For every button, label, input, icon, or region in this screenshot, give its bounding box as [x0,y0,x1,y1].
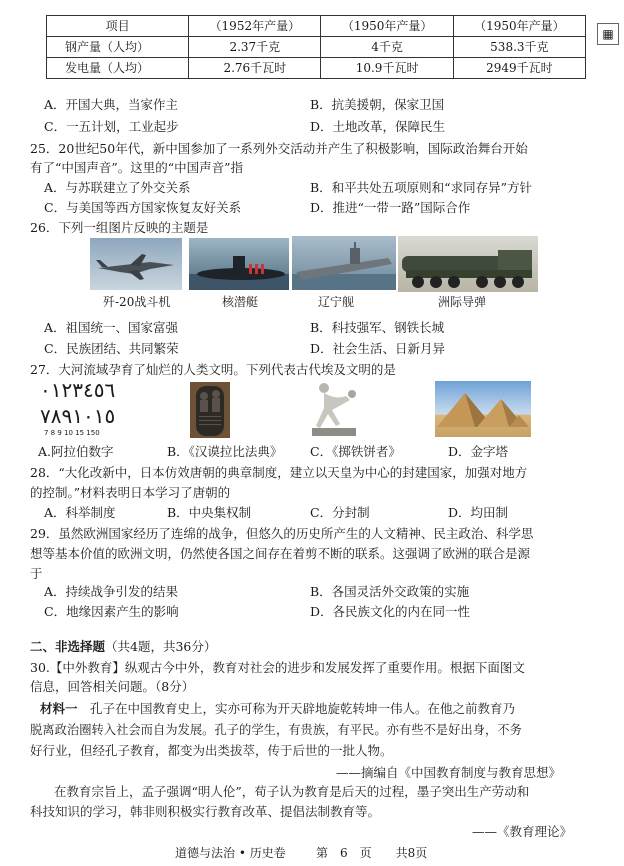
material-1-label: 材料一 [40,701,78,716]
table-header-cell: （1952年产量） [189,16,321,37]
q27-option-c[interactable]: C．《掷铁饼者》 [310,444,401,459]
qr-icon[interactable]: ▦ [597,23,619,45]
material-2-line: 科技知识的学习，韩非则积极实行教育改革、提倡法制教育等。 [30,804,381,819]
caption-carrier: 辽宁舰 [318,295,355,309]
production-table [46,15,586,79]
table-cell: 10.9千瓦时 [321,58,453,79]
caption-icbm: 洲际导弹 [438,295,487,309]
table-row-label: 发电量（人均） [47,58,189,79]
q28-option-a[interactable]: A．科举制度 [44,505,116,520]
fighter-jet-image [90,238,182,290]
q26-option-a[interactable]: A．祖国统一、国家富强 [44,320,179,335]
q25-option-b[interactable]: B．和平共处五项原则和“求同存异”方针 [310,180,532,195]
footer-page-number: 第 6 页 共8页 [316,846,428,860]
discobolus-image [306,378,368,438]
material-1-line [40,703,515,716]
q29-option-d[interactable]: D．各民族文化的内在同一性 [310,604,471,619]
q26-option-b[interactable]: B．科技强军、钢铁长城 [310,320,445,335]
aircraft-carrier-image [292,236,396,290]
pyramids-image [435,381,531,437]
table-row [47,58,586,79]
q26-option-d[interactable]: D．社会生活、日新月异 [310,341,446,356]
table-header-row [47,16,586,37]
arabic-numerals-mid: ٧٨٩١٠١٥ [40,404,116,428]
arabic-numerals-small: 7 8 9 10 15 150 [44,429,100,437]
q28-stem: 28．“大化改新中，日本仿效唐朝的典章制度，建立以天皇为中心的封建国家，加强对地方 [30,465,528,480]
section-heading-title: 二、非选择题 [30,639,106,654]
q28-stem: 的控制。”材料表明日本学习了唐朝的 [30,485,231,500]
q25-option-a[interactable]: A．与苏联建立了外交关系 [44,180,191,195]
table-cell: 4千克 [321,37,453,58]
icbm-image [398,236,538,292]
material-1-line: 好行业，但经孔子教育，都变为出类拔萃，传于后世的一批人物。 [30,743,393,758]
q29-stem: 29．虽然欧洲国家经历了连绵的战争，但悠久的历史所产生的人文精神、民主政治、科学思 [30,526,534,541]
table-cell: 2.76千瓦时 [189,58,321,79]
caption-fighter: 歼-20战斗机 [103,295,171,309]
section-heading [30,641,216,654]
code-of-hammurabi-image [190,382,230,438]
table-cell: 2949千瓦时 [453,58,585,79]
table-header-cell: （1950年产量） [321,16,453,37]
q27-option-d[interactable]: D．金字塔 [448,444,509,459]
material-1-line: 脱离政治圈转入社会而自为发展。孔子的学生，有贵族，有平民。亦有些不是好出身，不务 [30,723,522,737]
q27-option-b[interactable]: B．《汉谟拉比法典》 [167,444,283,459]
section-heading-note: （共4题，共36分） [105,639,217,654]
q29-stem: 于 [30,566,43,581]
material-2-source: ——《教育理论》 [472,824,573,839]
arabic-numerals-top: ٠١٢٣٤٥٦ [40,378,116,402]
q24-option-b[interactable]: B．抗美援朝，保家卫国 [310,97,445,112]
q29-option-a[interactable]: A．持续战争引发的结果 [44,584,179,599]
q25-stem: 25．20世纪50年代，新中国参加了一系列外交活动并产生了积极影响，国际政治舞台开始 [30,141,528,156]
q24-option-d[interactable]: D．土地改革，保障民生 [310,119,446,134]
table-header-cell: 项目 [47,16,189,37]
q30-stem: 30.【中外教育】纵观古今中外，教育对社会的进步和发展发挥了重要作用。根据下面图文 [30,660,525,675]
table-cell: 538.3千克 [453,37,585,58]
table-cell: 2.37千克 [189,37,321,58]
q24-option-a[interactable]: A．开国大典，当家作主 [44,97,179,112]
q26-stem: 26．下列一组图片反映的主题是 [30,220,209,235]
q29-stem: 想等基本价值的欧洲文明，仍然使各国之间存在着剪不断的联系。这强调了欧洲的联合是源 [30,546,531,561]
q24-option-c[interactable]: C．一五计划，工业起步 [44,119,179,134]
submarine-image [189,238,289,290]
q28-option-c[interactable]: C．分封制 [310,505,370,520]
table-row [47,37,586,58]
material-2-line: 在教育宗旨上，孟子强调“明人伦”，荀子认为教育是后天的过程，墨子突出生产劳动和 [54,784,530,799]
table-header-cell: （1950年产量） [453,16,585,37]
q30-stem: 信息，回答相关问题。（8分） [30,679,195,694]
q28-option-d[interactable]: D．均田制 [448,505,509,520]
q25-option-c[interactable]: C．与美国等西方国家恢复友好关系 [44,200,242,215]
q29-option-c[interactable]: C．地缘因素产生的影响 [44,604,179,619]
q27-stem: 27．大河流域孕育了灿烂的人类文明。下列代表古代埃及文明的是 [30,362,396,377]
material-1-source: ——摘编自《中国教育制度与教育思想》 [336,765,562,780]
material-1-text: 孔子在中国教育史上，实亦可称为开天辟地旋乾转坤一伟人。在他之前教育乃 [90,701,516,716]
caption-submarine: 核潜艇 [222,295,259,309]
q27-option-a[interactable]: A.阿拉伯数字 [38,444,114,459]
table-row-label: 钢产量（人均） [47,37,189,58]
q25-stem: 有了“中国声音”。这里的“中国声音”指 [30,160,244,175]
q28-option-b[interactable]: B．中央集权制 [167,505,252,520]
footer-subject: 道德与法治 • 历史卷 [175,846,286,860]
q29-option-b[interactable]: B．各国灵活外交政策的实施 [310,584,470,599]
q25-option-d[interactable]: D．推进“一带一路”国际合作 [310,200,471,215]
q26-option-c[interactable]: C．民族团结、共同繁荣 [44,341,179,356]
